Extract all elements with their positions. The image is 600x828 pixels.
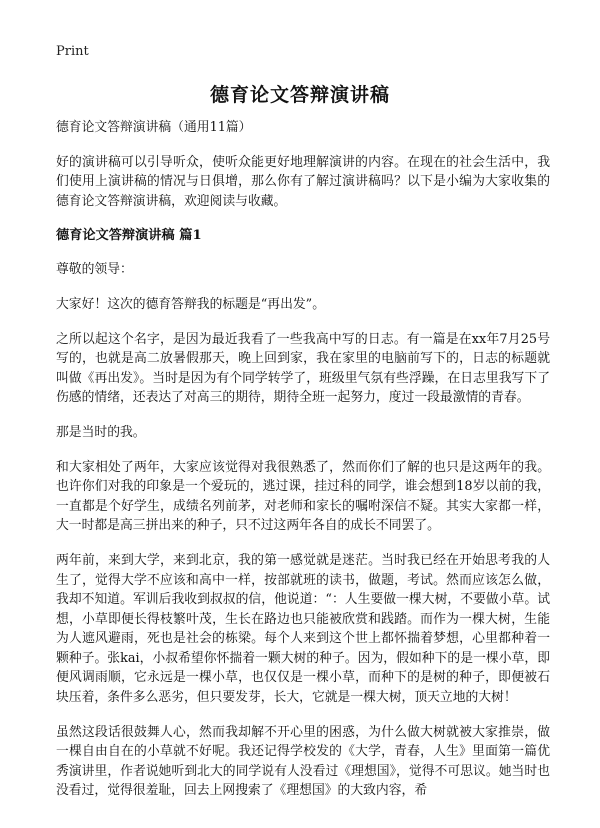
article-body xyxy=(56,118,550,816)
salutation: 尊敬的领导： xyxy=(56,262,133,278)
paragraph: 大家好！这次的德育答辩我的标题是“再出发”。 xyxy=(56,296,326,312)
paragraph: 之所以起这个名字，是因为最近我看了一些我高中写的日志。有一篇是在xx年7月25号写的，也就是高二放暑假那天，晚上回到家，我在家里的电脑前写下的，日志的标题就叫做《再出发》。当时是因为有个同学转学了，班级里气氛有些浮躁，在日志里我写下了伤感的情绪，还表达了对高三的期待，期待全班一起努力，度过一段最激情的青春。 xyxy=(56,331,550,406)
intro-paragraph: 好的演讲稿可以引导听众，使听众能更好地理解演讲的内容。在现在的社会生活中，我们使用上演讲稿的情况与日俱增，那么你有了解过演讲稿吗？以下是小编为大家收集的德育论文答辩演讲稿，欢迎阅读与收藏。 xyxy=(56,154,550,209)
page-title: 德育论文答辩演讲稿 xyxy=(209,84,390,106)
paragraph: 两年前，来到大学，来到北京，我的第一感觉就是迷茫。当时我已经在开始思考我的人生了，觉得大学不应该和高中一样，按部就班的读书，做题，考试。然而应该怎么做，我却不知道。军训后我收到叔叔的信，他说道：“：人生要做一棵大树，不要做小草。试想，小草即便长得枝繁叶茂，生长在路边也只能被欣赏和践踏。而作为一棵大树，生能为人遮风避雨，死也是社会的栋梁。每个人来到这个世上都怀揣着梦想，心里都种着一颗种子。张kai，小叔希望你怀揣着一颗大树的种子。因为，假如种下的是一棵小草，即便风调雨顺，它永远是一棵小草，也仅仅是一棵小草，而种下的是树的种子，即便被石块压着，条件多么恶劣，但只要发芽，长大，它就是一棵大树，顶天立地的大树！ xyxy=(56,552,550,706)
paragraph: 虽然这段话很鼓舞人心，然而我却解不开心里的困惑，为什么做大树就被大家推崇，做一棵自由自在的小草就不好呢。我还记得学校发的《大学，青春，人生》里面第一篇优秀演讲里，作者说她听到北大的同学说有人没看过《理想国》，觉得不可思议。她当时也没看过，觉得很羞耻，回去上网搜索了《理想国》的大致内容，希 xyxy=(56,724,550,799)
paragraph: 和大家相处了两年，大家应该觉得对我很熟悉了，然而你们了解的也只是这两年的我。也许你们对我的印象是一个爱玩的，逃过课，挂过科的同学，谁会想到18岁以前的我，一直都是个好学生，成绩名列前茅，对老师和家长的嘱咐深信不疑。其实大家都一样，大一时都是高三拼出来的种子，只不过这两年各自的成长不同罢了。 xyxy=(56,459,550,534)
subtitle: 德育论文答辩演讲稿（通用11篇） xyxy=(56,120,252,135)
paragraph: 那是当时的我。 xyxy=(56,424,146,440)
print-link[interactable]: Print xyxy=(56,44,89,59)
section-heading: 德育论文答辩演讲稿 篇1 xyxy=(56,228,202,244)
